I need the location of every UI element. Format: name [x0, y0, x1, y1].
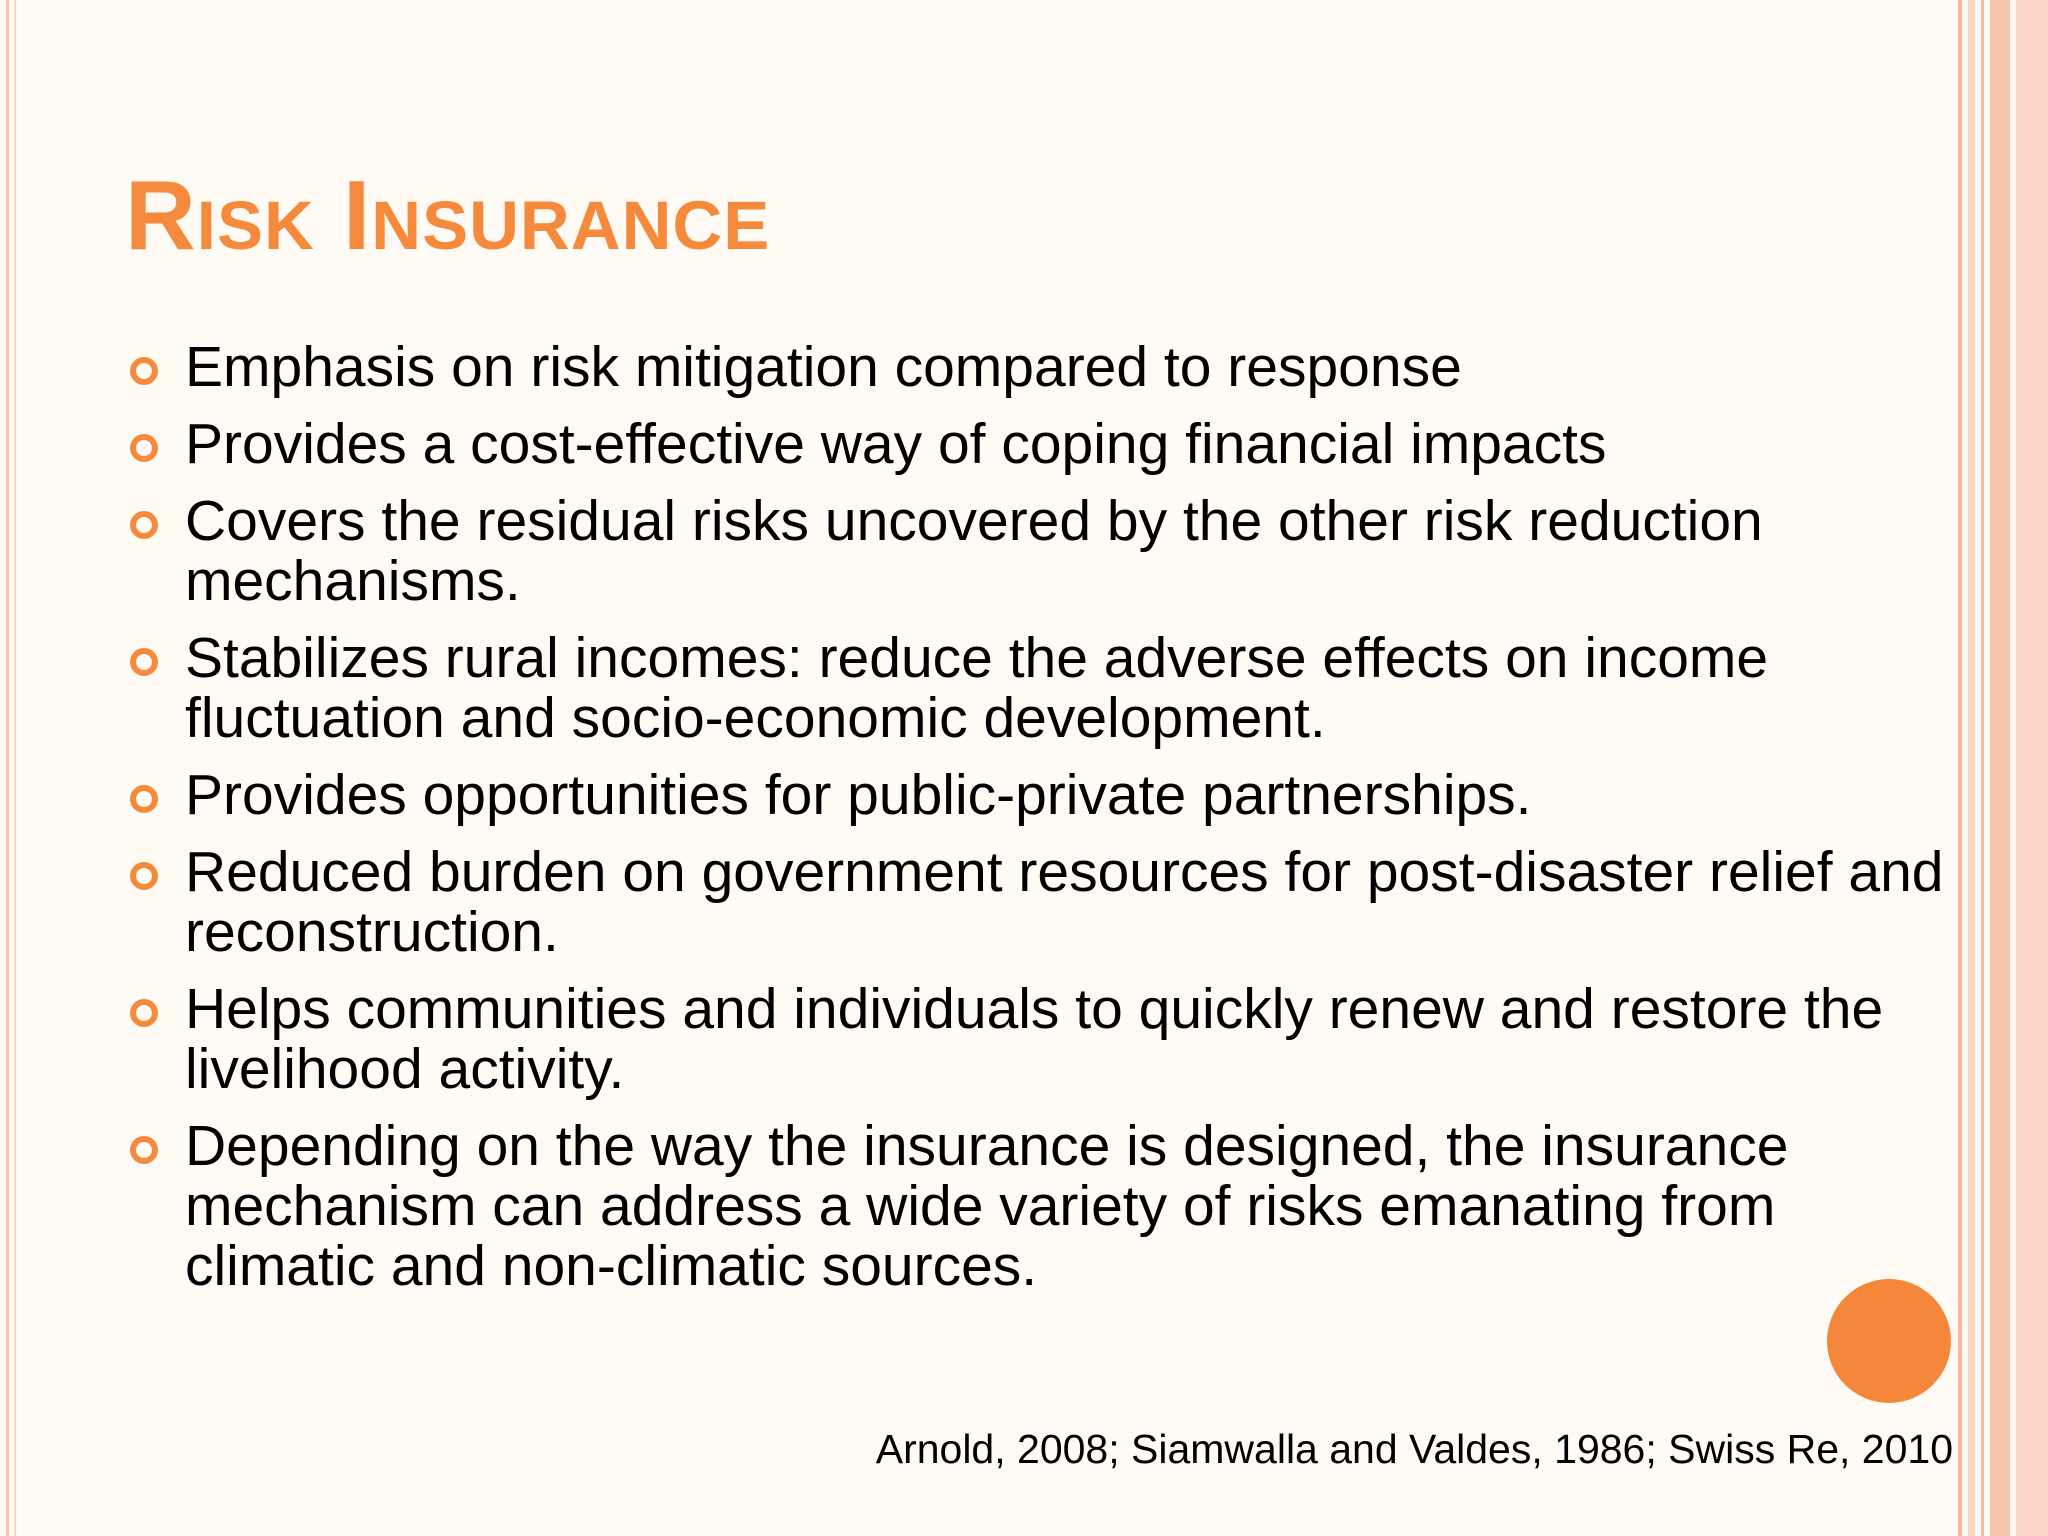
circle-bullet-icon [130, 648, 158, 676]
bullet-item [125, 842, 1955, 962]
bullet-text: Provides a cost-effective way of coping financial impacts [185, 412, 1607, 476]
left-border-line-inner [14, 0, 16, 1536]
decorative-circle [1827, 1279, 1951, 1403]
bullet-item [125, 414, 1955, 474]
bullet-text: Covers the residual risks uncovered by the other risk reduction mechanisms. [185, 489, 1763, 613]
citation: Arnold, 2008; Siamwalla and Valdes, 1986; Swiss Re, 2010 [875, 1426, 1953, 1472]
right-border-stripe [1990, 0, 2010, 1536]
circle-bullet-icon [130, 862, 158, 890]
circle-bullet-icon [130, 1136, 158, 1164]
bullet-text: Helps communities and individuals to quickly renew and restore the livelihood activity. [185, 977, 1884, 1101]
right-border-stripe [1968, 0, 1975, 1536]
right-border-stripe [1981, 0, 1984, 1536]
circle-bullet-icon [130, 434, 158, 462]
right-border-stripe [2016, 0, 2048, 1536]
circle-bullet-icon [130, 511, 158, 539]
bullet-item [125, 491, 1955, 611]
bullet-item [125, 1116, 1955, 1296]
left-border-line [6, 0, 9, 1536]
bullet-list [125, 337, 1955, 1313]
bullet-item [125, 979, 1955, 1099]
circle-bullet-icon [130, 999, 158, 1027]
bullet-item [125, 628, 1955, 748]
circle-bullet-icon [130, 357, 158, 385]
circle-bullet-icon [130, 785, 158, 813]
bullet-item [125, 337, 1955, 397]
bullet-text: Provides opportunities for public-private partnerships. [185, 763, 1532, 827]
bullet-text: Emphasis on risk mitigation compared to response [185, 335, 1462, 399]
bullet-text: Stabilizes rural incomes: reduce the adverse effects on income fluctuation and socio-economic development. [185, 626, 1769, 750]
bullet-text: Depending on the way the insurance is designed, the insurance mechanism can address a wide variety of risks emanating from climatic and non-climatic sources. [185, 1114, 1789, 1298]
slide-title: Risk Insurance [125, 160, 771, 270]
bullet-item [125, 765, 1955, 825]
right-border-stripe [1958, 0, 1962, 1536]
bullet-text: Reduced burden on government resources for post-disaster relief and reconstruction. [185, 840, 1944, 964]
